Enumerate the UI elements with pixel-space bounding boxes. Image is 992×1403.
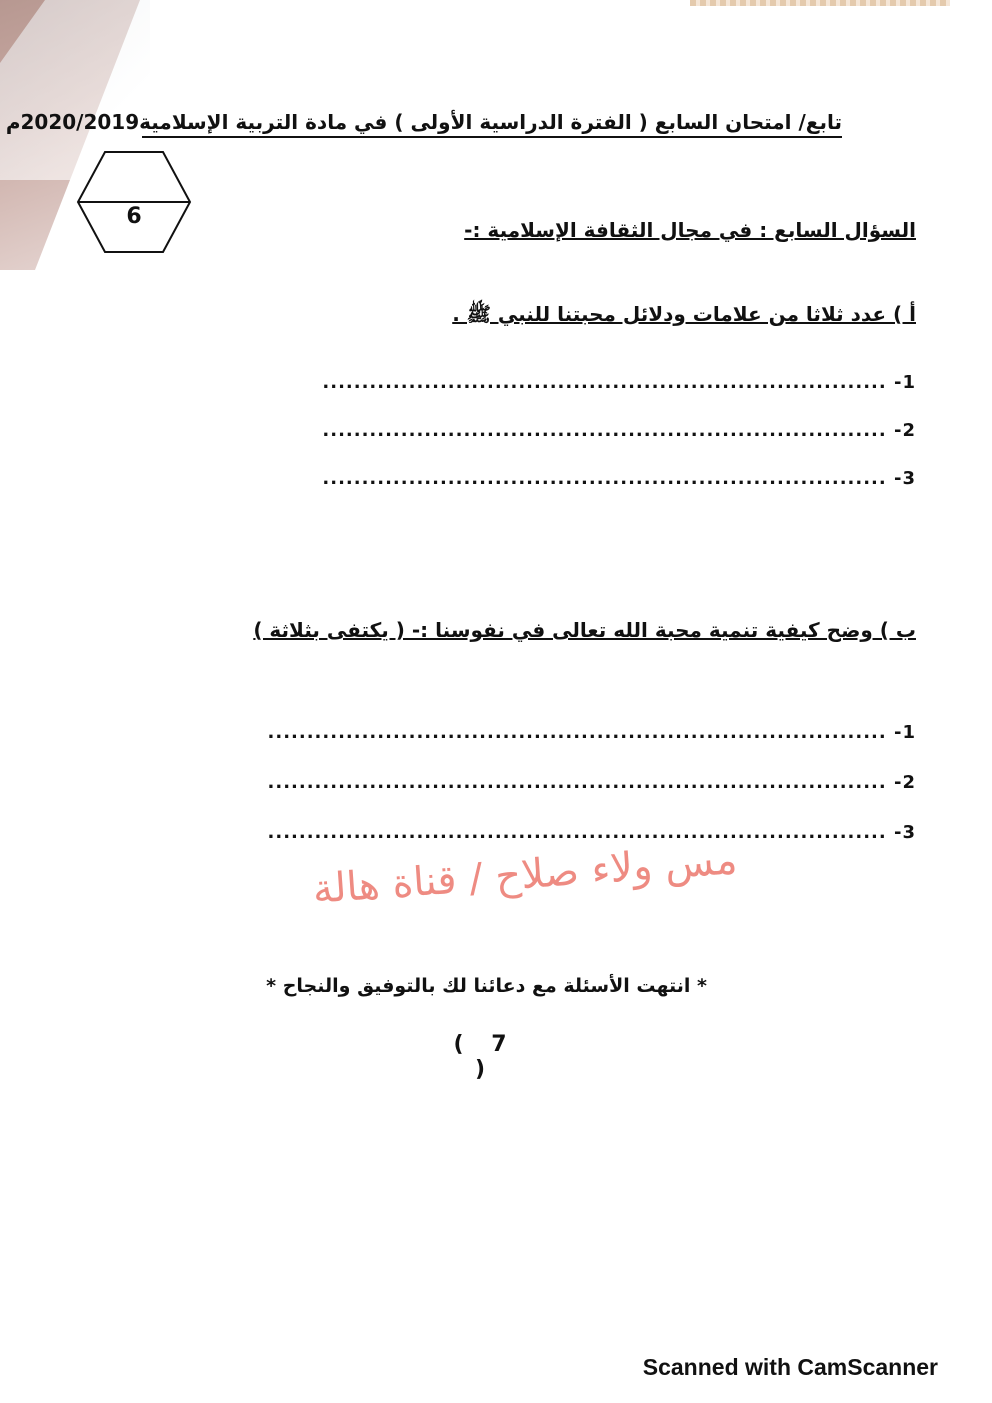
torn-edge-strip: [690, 0, 950, 6]
closing-message: * انتهت الأسئلة مع دعائنا لك بالتوفيق والنجاح *: [266, 975, 707, 997]
page-number: ( 7 ): [453, 1032, 517, 1082]
teacher-watermark: مس ولاء صلاح / قناة هالة: [311, 837, 739, 913]
exam-header-title: تابع/ امتحان السابع ( الفترة الدراسية الأولى ) في مادة التربية الإسلامية2020/2019م: [142, 110, 842, 138]
part-a-prompt: أ ) عدد ثلاثا من علامات ودلائل محبتنا للنبي ﷺ .: [452, 302, 916, 326]
answer-line-a2[interactable]: 2- ........................................................................: [322, 420, 916, 441]
answer-line-b2[interactable]: 2- ...............................................................................: [267, 772, 916, 793]
hexagon-badge-icon: [76, 150, 192, 254]
part-b-prompt: ب ) وضح كيفية تنمية محبة الله تعالى في نفوسنا :- ( يكتفى بثلاثة ): [253, 618, 916, 642]
answer-line-a1[interactable]: 1- ........................................................................: [322, 372, 916, 393]
scanner-footer: Scanned with CamScanner: [642, 1354, 938, 1380]
badge-score-number: 6: [126, 204, 142, 229]
answer-line-a3[interactable]: 3- ........................................................................: [322, 468, 916, 489]
question-heading: السؤال السابع : في مجال الثقافة الإسلامية :-: [464, 218, 916, 242]
answer-line-b1[interactable]: 1- ...............................................................................: [267, 722, 916, 743]
answer-line-b3[interactable]: 3- ...............................................................................: [267, 822, 916, 843]
